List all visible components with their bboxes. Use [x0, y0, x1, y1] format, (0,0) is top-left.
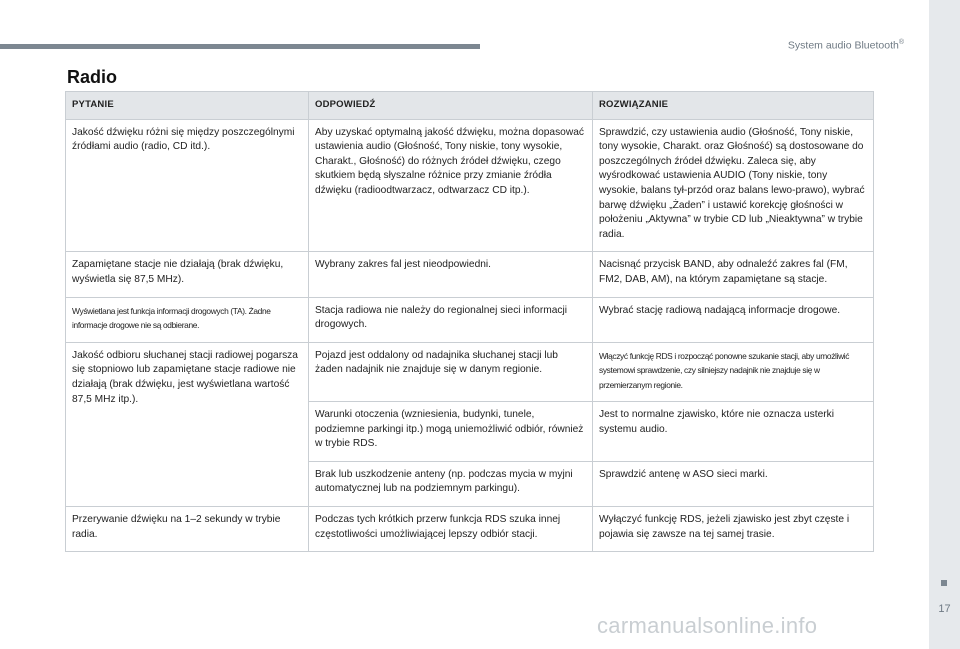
answer-cell: Wybrany zakres fal jest nieodpowiedni. — [309, 252, 593, 297]
column-header-answer: ODPOWIEDŹ — [309, 92, 593, 120]
answer-cell: Podczas tych krótkich przerw funkcja RDS szuka innej częstotliwości umożliwiającej lepszy odbiór stacji. — [309, 506, 593, 551]
solution-cell: Sprawdzić antenę w ASO sieci marki. — [593, 461, 874, 506]
answer-cell: Warunki otoczenia (wzniesienia, budynki, tunele, podziemne parkingi itp.) mogą uniemożliwić odbiór, również w trybie RDS. — [309, 401, 593, 461]
answer-cell: Pojazd jest oddalony od nadajnika słuchanej stacji lub żaden nadajnik nie znajduje się w danym regionie. — [309, 342, 593, 401]
header-title-text: System audio Bluetooth — [787, 39, 899, 52]
solution-cell: Wybrać stację radiową nadającą informacje drogowe. — [593, 297, 874, 342]
page-number: 17 — [938, 603, 951, 615]
strip-marker — [941, 580, 947, 586]
side-strip — [929, 0, 960, 649]
answer-cell: Aby uzyskać optymalną jakość dźwięku, można dopasować ustawienia audio (Głośność, Tony niskie, tony wysokie, Charakt., Głośność) do różnych źródeł dźwięku, czego skutkiem będą słyszalne różnice przy zmianie źródła dźwięku (radioodtwarzacz, odtwarzacz CD itp.). — [309, 119, 593, 252]
registered-mark: ® — [898, 39, 904, 46]
solution-cell: Wyłączyć funkcję RDS, jeżeli zjawisko jest zbyt częste i pojawia się zawsze na tej samej trasie. — [593, 506, 874, 551]
question-cell: Zapamiętane stacje nie działają (brak dźwięku, wyświetla się 87,5 MHz). — [66, 252, 309, 297]
watermark: carmanualsonline.info — [597, 613, 818, 638]
page-header-title — [788, 39, 904, 52]
solution-cell: Sprawdzić, czy ustawienia audio (Głośność, Tony niskie, tony wysokie, Charakt. oraz Głośność) są dostosowane do poszczególnych źródeł dźwięku. Zaleca się, aby wyśrodkować ustawienia AUDIO (Tony niskie, tony wysokie, balans tył-przód oraz balans lewo-prawo), wybrać barwę dźwięku „Żaden” i ustawić korekcję głośności w położeniu „Aktywna” w trybie CD lub „Nieaktywna” w trybie radia. — [593, 119, 874, 252]
column-header-solution: ROZWIĄZANIE — [593, 92, 874, 120]
question-cell: Wyświetlana jest funkcja informacji drogowych (TA). Żadne informacje drogowe nie są odbierane. — [66, 297, 309, 342]
table-row — [66, 252, 874, 297]
section-title: Radio — [67, 67, 118, 87]
answer-cell: Brak lub uszkodzenie anteny (np. podczas mycia w myjni automatycznej lub na podziemnym parkingu). — [309, 461, 593, 506]
solution-cell: Jest to normalne zjawisko, które nie oznacza usterki systemu audio. — [593, 401, 874, 461]
table-row — [66, 119, 874, 252]
header-bar — [0, 44, 480, 49]
question-cell: Jakość odbioru słuchanej stacji radiowej pogarsza się stopniowo lub zapamiętane stacje radiowe nie działają (brak dźwięku, jest wyświetlana wartość 87,5 MHz itp.). — [66, 342, 309, 506]
table-header-row — [66, 92, 874, 120]
answer-cell: Stacja radiowa nie należy do regionalnej sieci informacji drogowych. — [309, 297, 593, 342]
question-cell: Przerywanie dźwięku na 1–2 sekundy w trybie radia. — [66, 506, 309, 551]
solution-cell: Nacisnąć przycisk BAND, aby odnaleźć zakres fal (FM, FM2, DAB, AM), na którym zapamiętane są stacje. — [593, 252, 874, 297]
column-header-question: PYTANIE — [66, 92, 309, 120]
table-row — [66, 506, 874, 551]
solution-cell: Włączyć funkcję RDS i rozpocząć ponowne szukanie stacji, aby umożliwić systemowi sprawdzenie, czy silniejszy nadajnik nie znajduje się w przemierzanym regionie. — [593, 342, 874, 401]
table-row — [66, 342, 874, 401]
table-row — [66, 297, 874, 342]
question-cell: Jakość dźwięku różni się między poszczególnymi źródłami audio (radio, CD itd.). — [66, 119, 309, 252]
troubleshooting-table — [65, 91, 874, 552]
